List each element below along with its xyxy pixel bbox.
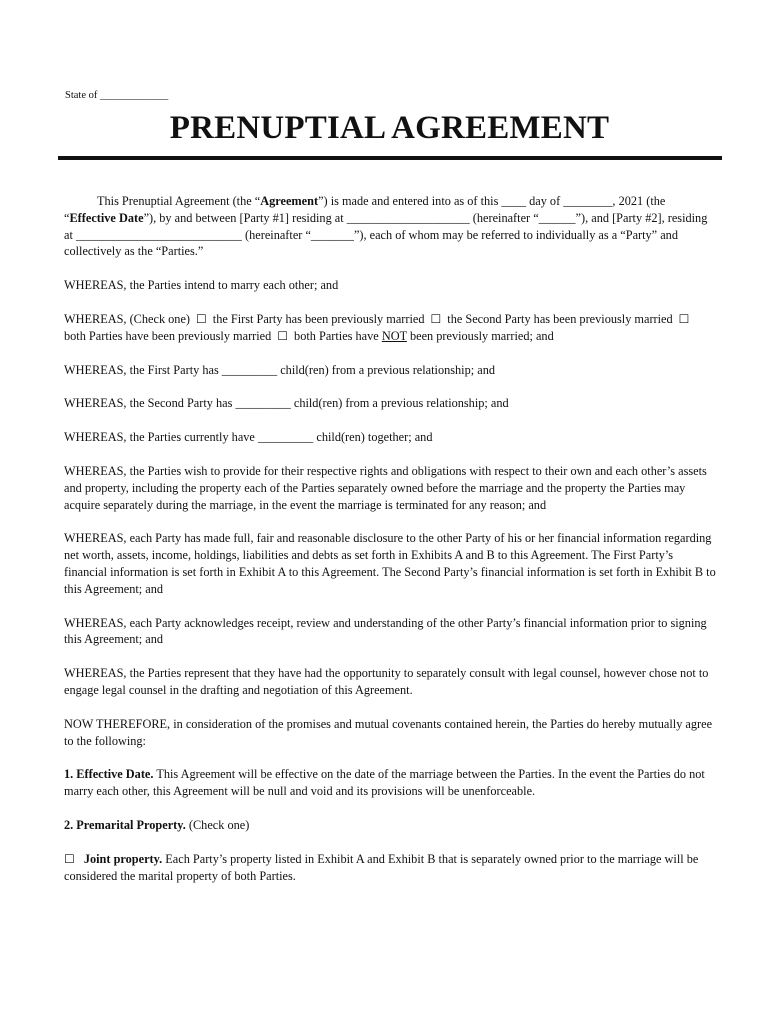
checkbox-icon[interactable]: ☐ bbox=[678, 311, 690, 326]
checkbox-icon[interactable]: ☐ bbox=[277, 328, 289, 343]
joint-property-option: ☐ Joint property. Each Party’s property listed in Exhibit A and Exhibit B that is separately owned prior to the marriage will be considered the marital property of both Parties. bbox=[64, 851, 699, 883]
now-therefore: NOW THEREFORE, in consideration of the promises and mutual covenants contained herein, the Parties do hereby mutually agree to the following: bbox=[64, 716, 713, 748]
section-premarital-property: 2. Premarital Property. (Check one) bbox=[64, 817, 250, 832]
checkbox-icon[interactable]: ☐ bbox=[430, 311, 442, 326]
whereas-children-together: WHEREAS, the Parties currently have _________ child(ren) together; and bbox=[64, 430, 433, 445]
whereas-receipt: WHEREAS, each Party acknowledges receipt, review and understanding of the other Party’s financial information prior to signing this Agreement; and bbox=[64, 615, 707, 647]
whereas-rights: WHEREAS, the Parties wish to provide for their respective rights and obligations with respect to their own and each other’s assets and property, including the property each of the Parties separately owned before the marriage and the property the Parties may acquire separately during the marriage, in the event the marriage is terminated for any reason; and bbox=[64, 463, 707, 512]
state-of-line bbox=[65, 90, 168, 101]
whereas-counsel: WHEREAS, the Parties represent that they have had the opportunity to separately consult with legal counsel, however chose not to engage legal counsel in the drafting and negotiation of this Agreement. bbox=[64, 666, 709, 697]
joint-property-heading: Joint property. bbox=[83, 851, 163, 866]
state-label: State of bbox=[65, 90, 98, 101]
section-1-heading: 1. Effective Date. bbox=[64, 767, 154, 782]
section-effective-date: 1. Effective Date. This Agreement will be effective on the date of the marriage between the Parties. In the event the Parties do not marry each other, this Agreement will be null and void and its provisions will be unenforceable. bbox=[64, 767, 705, 799]
document-body bbox=[64, 193, 716, 901]
not-emphasis: NOT bbox=[381, 328, 407, 343]
checkbox-icon[interactable]: ☐ bbox=[64, 851, 75, 866]
section-2-heading: 2. Premarital Property. bbox=[64, 817, 186, 832]
checkbox-icon[interactable]: ☐ bbox=[196, 311, 207, 326]
whereas-children-first: WHEREAS, the First Party has _________ child(ren) from a previous relationship; and bbox=[64, 362, 495, 377]
agreement-term: Agreement bbox=[260, 194, 319, 208]
whereas-marry: WHEREAS, the Parties intend to marry each other; and bbox=[64, 278, 339, 293]
whereas-disclosure: WHEREAS, each Party has made full, fair and reasonable disclosure to the other Party of his or her financial information regarding net worth, assets, income, holdings, liabilities and debts as set forth in Exhibits A and B to this Agreement. The First Party’s financial information is set forth in Exhibit A to this Agreement. The Second Party’s financial information is set forth in Exhibit B to this Agreement; and bbox=[64, 531, 716, 596]
title-divider bbox=[58, 156, 722, 160]
intro-paragraph: This Prenuptial Agreement (the “Agreement”) is made and entered into as of this ____ day of ________, 2021 (the “Effective Date”), by and between [Party #1] residing at ____________________ (hereinafter “______”), and [Party #2], residing at ___________________________ (hereinafter “_______”), each of whom may be referred to individually as a “Party” and collectively as the “Parties.” bbox=[64, 194, 708, 259]
whereas-previously-married: WHEREAS, (Check one) ☐ the First Party has been previously married ☐ the Second Party has been previously married ☐both Parties have been previously married ☐ both Parties have NOT been previously married; and bbox=[64, 311, 690, 343]
whereas-children-second: WHEREAS, the Second Party has _________ child(ren) from a previous relationship; and bbox=[64, 396, 509, 411]
state-blank[interactable]: _____________ bbox=[100, 90, 169, 101]
document-title: PRENUPTIAL AGREEMENT bbox=[169, 110, 610, 146]
effective-date-term: Effective Date bbox=[69, 210, 144, 225]
